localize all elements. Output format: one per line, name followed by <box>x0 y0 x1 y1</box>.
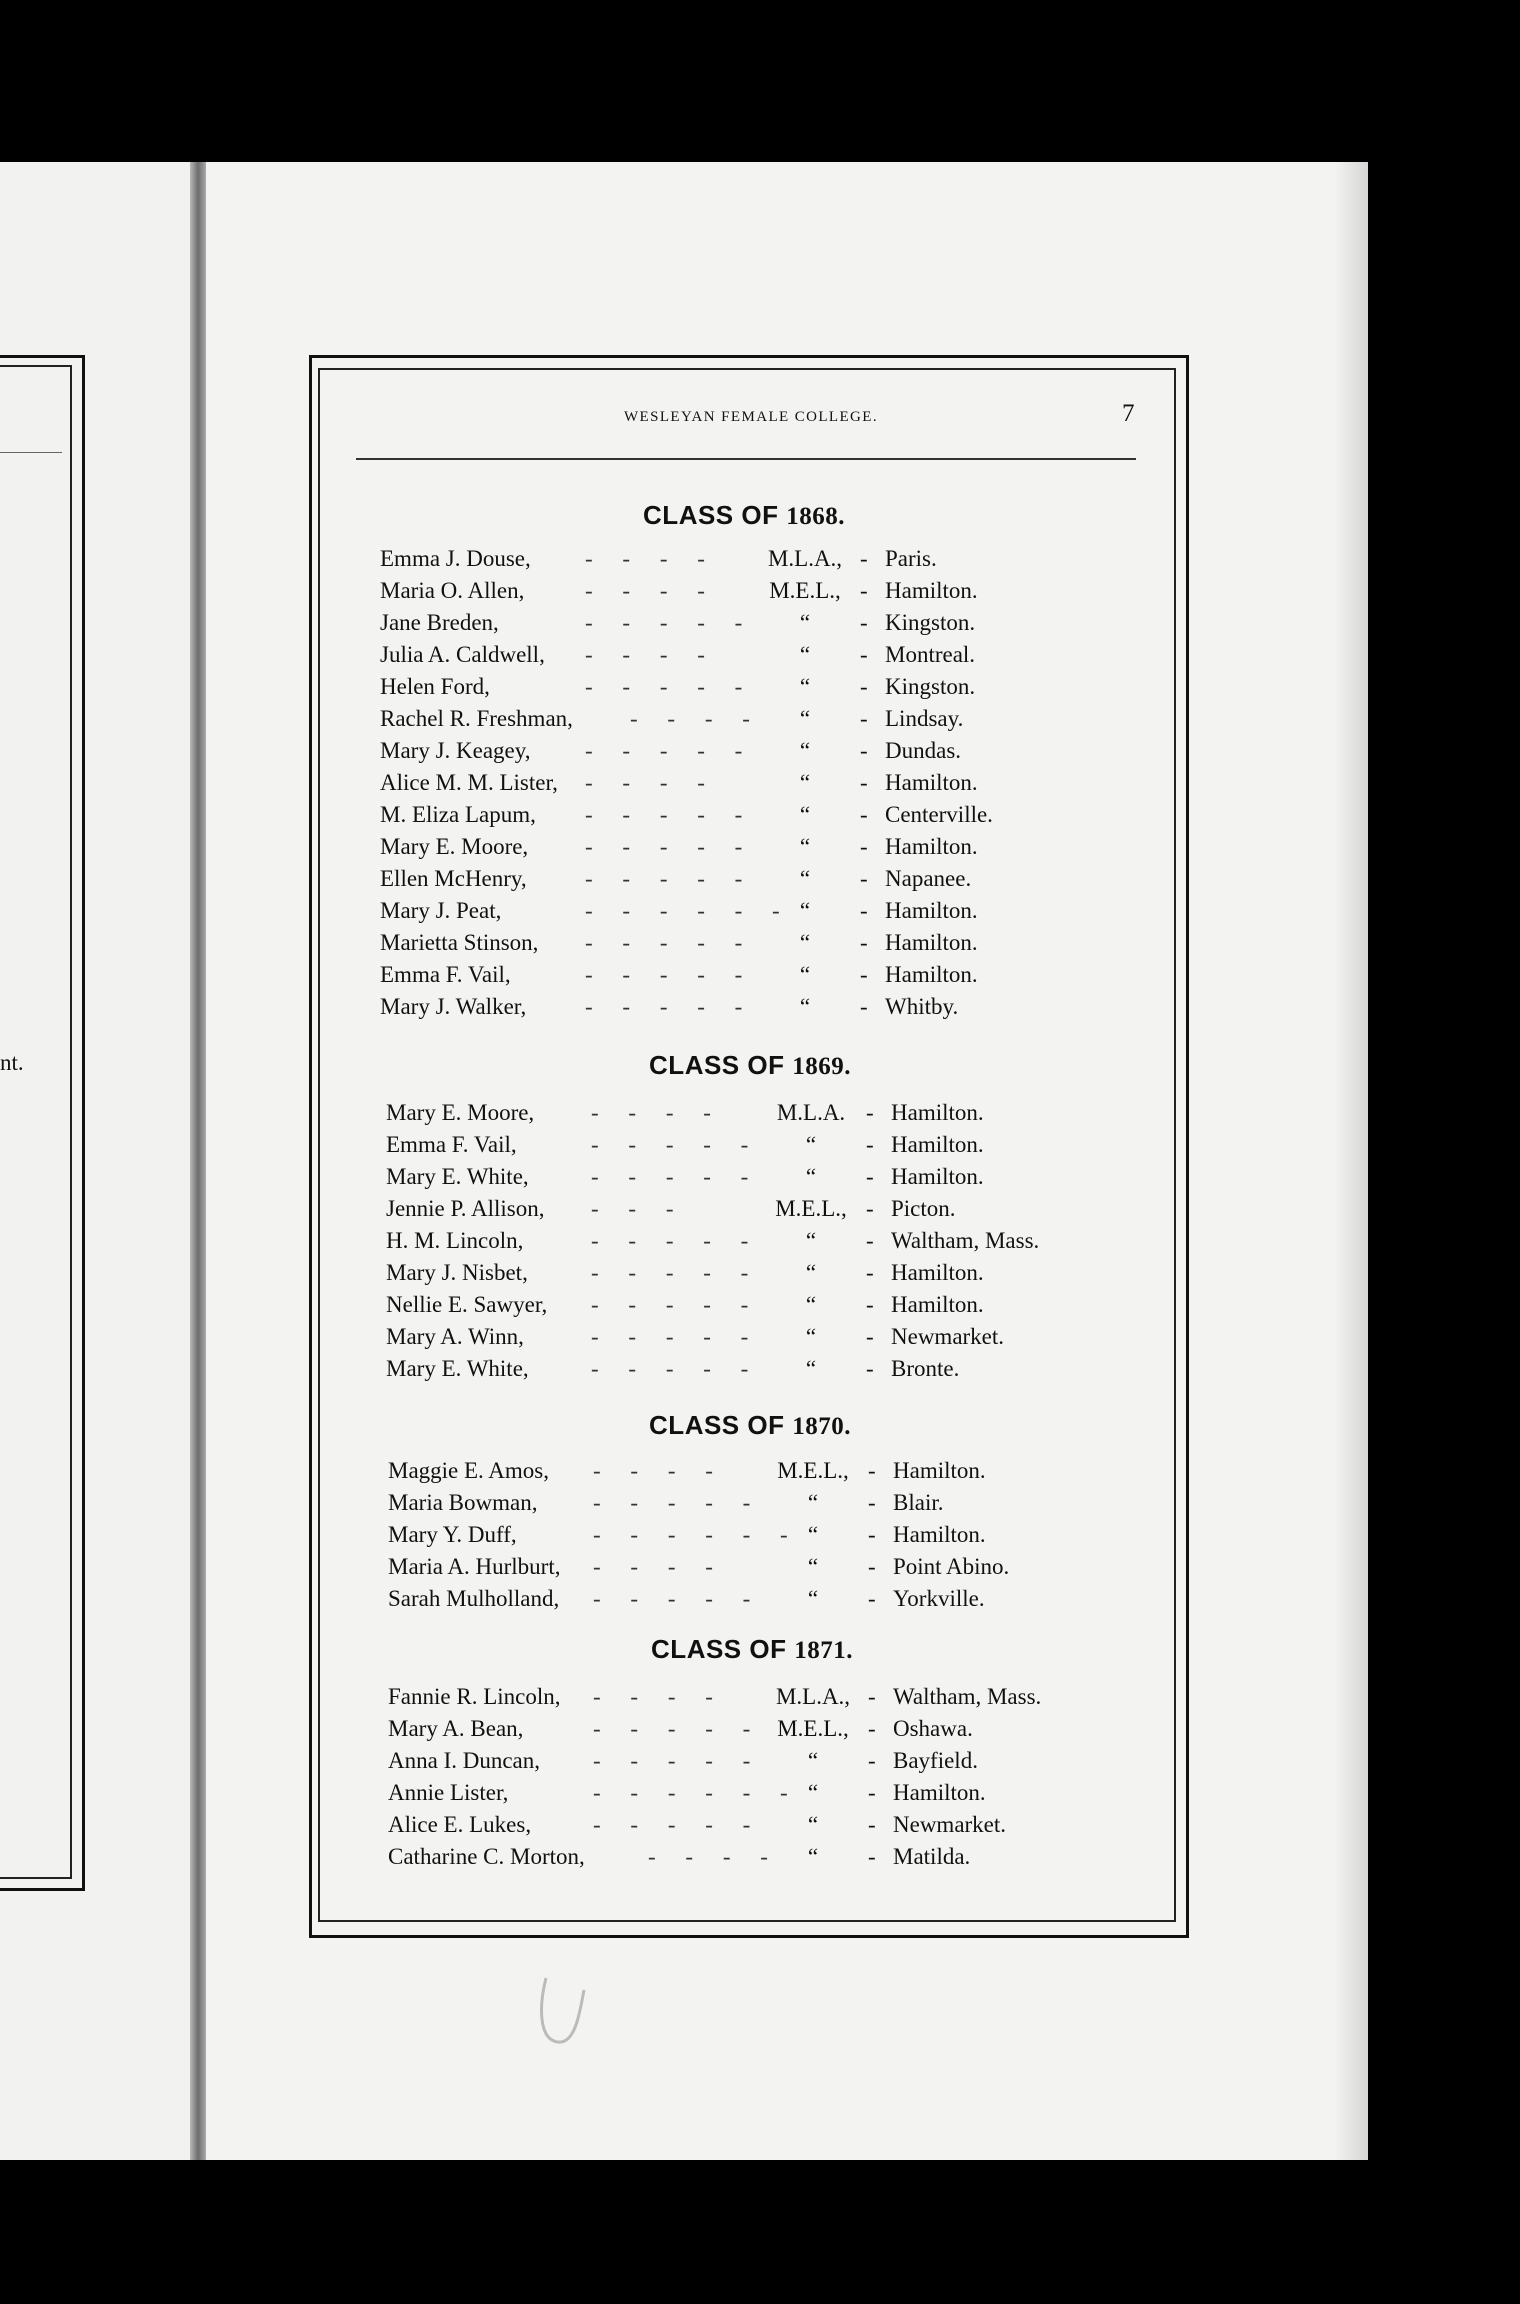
degree: “ <box>805 1132 817 1157</box>
separator-dash: - <box>860 866 868 891</box>
degree: “ <box>799 706 811 731</box>
graduate-name: Mary A. Winn, <box>386 1324 524 1349</box>
degree: “ <box>805 1228 817 1253</box>
hometown: Hamilton. <box>885 930 978 955</box>
separator-dash: - <box>866 1100 874 1125</box>
separator-dash: - <box>868 1684 876 1709</box>
leader-dots: - - - - - <box>591 1228 761 1253</box>
hometown: Hamilton. <box>893 1780 986 1805</box>
degree: “ <box>807 1490 819 1515</box>
leader-dots: - - - - - <box>585 930 755 955</box>
facing-page-rule <box>0 452 62 453</box>
hometown: Bayfield. <box>893 1748 978 1773</box>
hometown: Hamilton. <box>891 1132 984 1157</box>
leader-dots: - - - - - - <box>585 898 792 923</box>
leader-dots: - - - - <box>593 1458 725 1483</box>
leader-dots: - - - - - <box>585 802 755 827</box>
degree: “ <box>807 1844 819 1869</box>
hometown: Paris. <box>885 546 937 571</box>
separator-dash: - <box>868 1522 876 1547</box>
facing-page-inner-border <box>0 365 72 1879</box>
hometown: Centerville. <box>885 802 993 827</box>
graduate-name: Alice E. Lukes, <box>388 1812 532 1837</box>
graduate-name: Emma F. Vail, <box>380 962 511 987</box>
graduate-name: Maria Bowman, <box>388 1490 538 1515</box>
separator-dash: - <box>860 898 868 923</box>
degree: “ <box>805 1356 817 1381</box>
leader-dots: - - - - - <box>593 1490 763 1515</box>
hometown: Hamilton. <box>893 1522 986 1547</box>
facing-page <box>0 162 190 2160</box>
leader-dots: - - - - <box>585 642 717 667</box>
class-heading-1871: CLASS OF 1871. <box>651 1634 853 1664</box>
hometown: Bronte. <box>891 1356 960 1381</box>
separator-dash: - <box>860 930 868 955</box>
leader-dots: - - - - <box>585 770 717 795</box>
graduate-name: Mary Y. Duff, <box>388 1522 517 1547</box>
graduate-name: Mary E. White, <box>386 1356 529 1381</box>
degree: “ <box>805 1292 817 1317</box>
separator-dash: - <box>860 546 868 571</box>
leader-dots: - - - - - <box>591 1260 761 1285</box>
degree: “ <box>799 834 811 859</box>
hometown: Kingston. <box>885 674 976 699</box>
leader-dots: - - - - - <box>591 1324 761 1349</box>
graduate-name: Helen Ford, <box>380 674 490 699</box>
class-heading-1868: CLASS OF 1868. <box>643 500 845 530</box>
graduate-name: Alice M. M. Lister, <box>380 770 558 795</box>
leader-dots: - - - - <box>593 1554 725 1579</box>
separator-dash: - <box>868 1748 876 1773</box>
graduate-name: Mary A. Bean, <box>388 1716 524 1741</box>
pencil-mark <box>528 1970 608 2050</box>
facing-page-text-fragment: nt. <box>0 1050 24 1075</box>
degree: “ <box>807 1586 819 1611</box>
graduate-name: Mary E. Moore, <box>386 1100 535 1125</box>
hometown: Hamilton. <box>885 962 978 987</box>
hometown: Lindsay. <box>885 706 964 731</box>
hometown: Hamilton. <box>891 1100 984 1125</box>
class-heading-1869: CLASS OF 1869. <box>649 1050 851 1080</box>
separator-dash: - <box>860 578 868 603</box>
degree: M.L.A. <box>776 1100 846 1125</box>
degree: M.E.L., <box>777 1458 849 1483</box>
degree: “ <box>799 802 811 827</box>
hometown: Point Abino. <box>893 1554 1010 1579</box>
graduate-name: Julia A. Caldwell, <box>380 642 545 667</box>
graduate-name: Mary J. Nisbet, <box>386 1260 528 1285</box>
leader-dots: - - - - - <box>585 674 755 699</box>
graduate-name: Emma F. Vail, <box>386 1132 517 1157</box>
graduate-name: Mary J. Keagey, <box>380 738 531 763</box>
class-heading-1870: CLASS OF 1870. <box>649 1410 851 1440</box>
leader-dots: - - - - <box>585 546 717 571</box>
degree: M.L.A., <box>767 546 843 571</box>
separator-dash: - <box>866 1228 874 1253</box>
graduate-name: Annie Lister, <box>388 1780 509 1805</box>
graduate-name: Mary E. White, <box>386 1164 529 1189</box>
separator-dash: - <box>866 1292 874 1317</box>
graduate-name: Jane Breden, <box>380 610 499 635</box>
separator-dash: - <box>860 610 868 635</box>
degree: “ <box>799 610 811 635</box>
separator-dash: - <box>860 994 868 1019</box>
hometown: Waltham, Mass. <box>893 1684 1042 1709</box>
hometown: Waltham, Mass. <box>891 1228 1040 1253</box>
graduate-name: Catharine C. Morton, <box>388 1844 585 1869</box>
leader-dots: - - - - - <box>593 1586 763 1611</box>
separator-dash: - <box>860 706 868 731</box>
leader-dots: - - - - - <box>593 1748 763 1773</box>
hometown: Hamilton. <box>891 1260 984 1285</box>
separator-dash: - <box>860 802 868 827</box>
leader-dots: - - - - <box>630 706 762 731</box>
separator-dash: - <box>868 1490 876 1515</box>
leader-dots: - - - - - <box>591 1132 761 1157</box>
hometown: Montreal. <box>885 642 976 667</box>
hometown: Napanee. <box>885 866 972 891</box>
hometown: Dundas. <box>885 738 962 763</box>
graduate-name: H. M. Lincoln, <box>386 1228 524 1253</box>
graduate-name: Anna I. Duncan, <box>388 1748 541 1773</box>
separator-dash: - <box>860 834 868 859</box>
leader-dots: - - - - - <box>585 834 755 859</box>
degree: “ <box>807 1812 819 1837</box>
graduate-name: Mary J. Walker, <box>380 994 527 1019</box>
leader-dots: - - - - - <box>591 1356 761 1381</box>
separator-dash: - <box>860 642 868 667</box>
separator-dash: - <box>868 1458 876 1483</box>
graduate-name: Jennie P. Allison, <box>386 1196 545 1221</box>
hometown: Hamilton. <box>885 834 978 859</box>
leader-dots: - - - - - <box>585 738 755 763</box>
leader-dots: - - - - - <box>591 1292 761 1317</box>
degree: “ <box>807 1554 819 1579</box>
hometown: Kingston. <box>885 610 976 635</box>
separator-dash: - <box>860 962 868 987</box>
graduate-name: Rachel R. Freshman, <box>380 706 573 731</box>
leader-dots: - - - - - <box>585 610 755 635</box>
degree: “ <box>799 642 811 667</box>
hometown: Hamilton. <box>891 1292 984 1317</box>
hometown: Picton. <box>891 1196 956 1221</box>
graduate-name: Emma J. Douse, <box>380 546 531 571</box>
leader-dots: - - - - - <box>585 866 755 891</box>
degree: “ <box>799 770 811 795</box>
degree: M.L.A., <box>775 1684 851 1709</box>
degree: “ <box>805 1260 817 1285</box>
degree: “ <box>799 962 811 987</box>
graduate-name: Mary E. Moore, <box>380 834 529 859</box>
leader-dots: - - - - <box>593 1684 725 1709</box>
hometown: Yorkville. <box>893 1586 985 1611</box>
header-rule <box>356 458 1136 460</box>
separator-dash: - <box>860 770 868 795</box>
graduate-name: M. Eliza Lapum, <box>380 802 536 827</box>
separator-dash: - <box>868 1844 876 1869</box>
hometown: Newmarket. <box>891 1324 1005 1349</box>
degree: M.E.L., <box>769 578 841 603</box>
leader-dots: - - - - <box>591 1100 723 1125</box>
hometown: Matilda. <box>893 1844 971 1869</box>
leader-dots: - - - - - <box>593 1812 763 1837</box>
hometown: Hamilton. <box>891 1164 984 1189</box>
graduate-name: Maria O. Allen, <box>380 578 525 603</box>
leader-dots: - - - - - <box>591 1164 761 1189</box>
hometown: Hamilton. <box>885 578 978 603</box>
degree: “ <box>805 1164 817 1189</box>
degree: “ <box>799 738 811 763</box>
hometown: Newmarket. <box>893 1812 1007 1837</box>
degree: M.E.L., <box>775 1196 847 1221</box>
leader-dots: - - - - - <box>585 994 755 1019</box>
hometown: Whitby. <box>885 994 959 1019</box>
separator-dash: - <box>866 1196 874 1221</box>
graduate-name: Mary J. Peat, <box>380 898 502 923</box>
graduate-name: Fannie R. Lincoln, <box>388 1684 561 1709</box>
leader-dots: - - - - - - <box>593 1522 800 1547</box>
leader-dots: - - - - - <box>593 1716 763 1741</box>
separator-dash: - <box>866 1164 874 1189</box>
hometown: Oshawa. <box>893 1716 973 1741</box>
separator-dash: - <box>868 1586 876 1611</box>
degree: “ <box>807 1522 819 1547</box>
hometown: Hamilton. <box>885 770 978 795</box>
hometown: Hamilton. <box>885 898 978 923</box>
degree: “ <box>799 994 811 1019</box>
degree: M.E.L., <box>777 1716 849 1741</box>
separator-dash: - <box>868 1554 876 1579</box>
hometown: Blair. <box>893 1490 944 1515</box>
leader-dots: - - - <box>591 1196 686 1221</box>
separator-dash: - <box>868 1780 876 1805</box>
separator-dash: - <box>868 1812 876 1837</box>
degree: “ <box>799 930 811 955</box>
separator-dash: - <box>866 1132 874 1157</box>
degree: “ <box>805 1324 817 1349</box>
running-head: WESLEYAN FEMALE COLLEGE. <box>624 409 878 425</box>
leader-dots: - - - - - <box>585 962 755 987</box>
separator-dash: - <box>866 1356 874 1381</box>
degree: “ <box>807 1780 819 1805</box>
separator-dash: - <box>860 674 868 699</box>
separator-dash: - <box>866 1260 874 1285</box>
graduate-name: Maria A. Hurlburt, <box>388 1554 561 1579</box>
leader-dots: - - - - <box>648 1844 780 1869</box>
separator-dash: - <box>866 1324 874 1349</box>
separator-dash: - <box>868 1716 876 1741</box>
degree: “ <box>807 1748 819 1773</box>
page-number: 7 <box>1122 400 1135 427</box>
graduate-name: Maggie E. Amos, <box>388 1458 549 1483</box>
graduate-name: Nellie E. Sawyer, <box>386 1292 548 1317</box>
document-page <box>206 162 1368 2160</box>
leader-dots: - - - - <box>585 578 717 603</box>
separator-dash: - <box>860 738 868 763</box>
graduate-name: Sarah Mulholland, <box>388 1586 560 1611</box>
book-gutter <box>190 162 206 2160</box>
leader-dots: - - - - - - <box>593 1780 800 1805</box>
graduate-name: Ellen McHenry, <box>380 866 527 891</box>
degree: “ <box>799 674 811 699</box>
graduate-name: Marietta Stinson, <box>380 930 539 955</box>
degree: “ <box>799 866 811 891</box>
hometown: Hamilton. <box>893 1458 986 1483</box>
degree: “ <box>799 898 811 923</box>
